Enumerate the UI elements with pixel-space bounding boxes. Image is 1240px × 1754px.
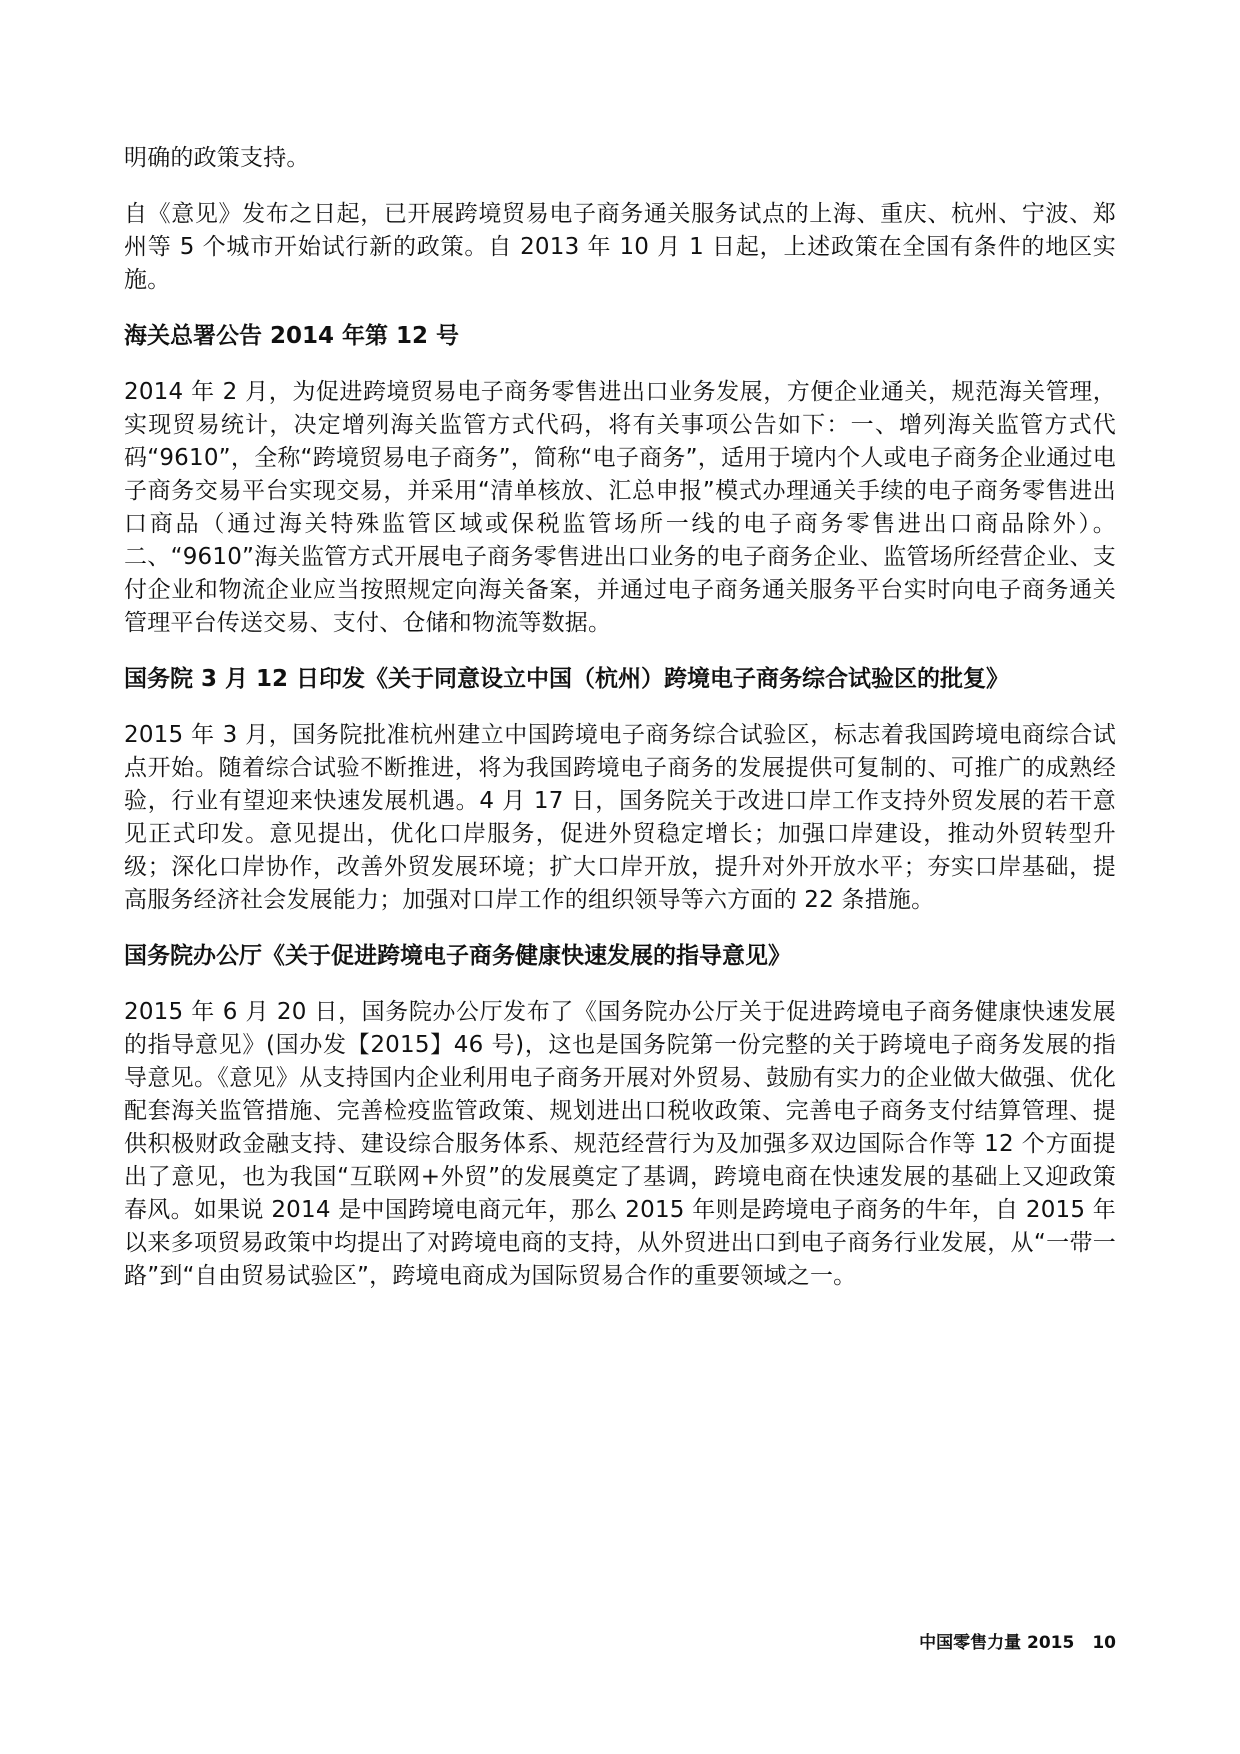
page-number: 10 — [1092, 1633, 1116, 1653]
paragraph-pilot-cities: 自《意见》发布之日起，已开展跨境贸易电子商务通关服务试点的上海、重庆、杭州、宁波、郑州等 5 个城市开始试行新的政策。自 2013 年 10 月 1 日起，上述政策在全国有条件的地区实施。 — [124, 201, 1116, 293]
heading-hangzhou-pilot-zone: 国务院 3 月 12 日印发《关于同意设立中国（杭州）跨境电子商务综合试验区的批复》 — [124, 666, 1010, 692]
paragraph-customs-code-9610: 2014 年 2 月，为促进跨境贸易电子商务零售进出口业务发展，方便企业通关，规范海关管理，实现贸易统计，决定增列海关监管方式代码，将有关事项公告如下：一、增列海关监管方式代码“9610”，全称“跨境贸易电子商务”，简称“电子商务”，适用于境内个人或电子商务企业通过电子商务交易平台实现交易，并采用“清单核放、汇总申报”模式办理通关手续的电子商务零售进出口商品（通过海关特殊监管区域或保税监管场所一线的电子商务零售进出口商品除外）。二、“9610”海关监管方式开展电子商务零售进出口业务的电子商务企业、监管场所经营企业、支付企业和物流企业应当按照规定向海关备案，并通过电子商务通关服务平台实时向电子商务通关管理平台传送交易、支付、仓储和物流等数据。 — [124, 379, 1116, 636]
paragraph-intro-tail: 明确的政策支持。 — [124, 145, 310, 171]
page-footer — [919, 1628, 1116, 1653]
page-content — [124, 142, 1116, 1293]
paragraph-state-council-guidance: 2015 年 6 月 20 日，国务院办公厅发布了《国务院办公厅关于促进跨境电子商务健康快速发展的指导意见》(国办发【2015】46 号)，这也是国务院第一份完整的关于跨境电子商务发展的指导意见。《意见》从支持国内企业利用电子商务开展对外贸易、鼓励有实力的企业做大做强、优化配套海关监管措施、完善检疫监管政策、规划进出口税收政策、完善电子商务支付结算管理、提供积极财政金融支持、建设综合服务体系、规范经营行为及加强多双边国际合作等 12 个方面提出了意见，也为我国“互联网+外贸”的发展奠定了基调，跨境电商在快速发展的基础上又迎政策春风。如果说 2014 是中国跨境电商元年，那么 2015 年则是跨境电子商务的牛年，自 2015 年以来多项贸易政策中均提出了对跨境电商的支持，从外贸进出口到电子商务行业发展，从“一带一路”到“自由贸易试验区”，跨境电商成为国际贸易合作的重要领域之一。 — [124, 999, 1116, 1289]
footer-title: 中国零售力量 2015 — [919, 1633, 1075, 1653]
heading-customs-announcement: 海关总署公告 2014 年第 12 号 — [124, 323, 460, 349]
heading-state-council-guidance: 国务院办公厅《关于促进跨境电子商务健康快速发展的指导意见》 — [124, 943, 791, 969]
paragraph-hangzhou-pilot: 2015 年 3 月，国务院批准杭州建立中国跨境电子商务综合试验区，标志着我国跨境电商综合试点开始。随着综合试验不断推进，将为我国跨境电子商务的发展提供可复制的、可推广的成熟经验，行业有望迎来快速发展机遇。4 月 17 日，国务院关于改进口岸工作支持外贸发展的若干意见正式印发。意见提出，优化口岸服务，促进外贸稳定增长；加强口岸建设，推动外贸转型升级；深化口岸协作，改善外贸发展环境；扩大口岸开放，提升对外开放水平；夯实口岸基础，提高服务经济社会发展能力；加强对口岸工作的组织领导等六方面的 22 条措施。 — [124, 722, 1116, 913]
